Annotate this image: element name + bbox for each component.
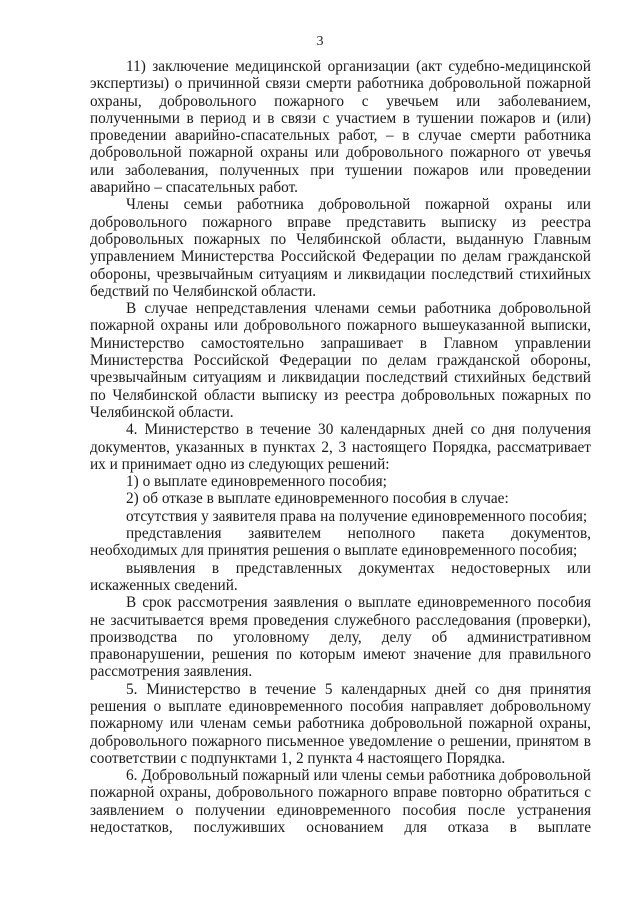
- paragraph-refusal-reason-3: выявления в представленных документах недостоверных или искаженных сведений.: [90, 559, 591, 594]
- paragraph-refusal-reason-2: представления заявителем неполного пакета документов, необходимых для принятия решения о выплате единовременного пособия;: [90, 525, 591, 560]
- paragraph-non-submission: В случае непредставления членами семьи работника добровольной пожарной охраны или добровольного пожарного вышеуказанной выписки, Министерство самостоятельно запрашивает в Главном управлении Министерства Российской Федерации по делам гражданской обороны, чрезвычайным ситуациям и ликвидации последствий стихийных бедствий по Челябинской области выписку из реестра добровольных пожарных по Челябинской области.: [90, 300, 591, 421]
- paragraph-review-period: В срок рассмотрения заявления о выплате единовременного пособия не засчитывается время проведения служебного расследования (проверки), производства по уголовному делу, делу об административном правонарушении, решения по которым имеют значение для правильного рассмотрения заявления.: [90, 594, 591, 681]
- paragraph-decision-1: 1) о выплате единовременного пособия;: [126, 473, 387, 491]
- paragraph-refusal-reason-1: отсутствия у заявителя права на получение единовременного пособия;: [126, 507, 588, 525]
- paragraph-decision-2: 2) об отказе в выплате единовременного пособия в случае:: [126, 490, 509, 508]
- paragraph-clause-4: 4. Министерство в течение 30 календарных дней со дня получения документов, указанных в пунктах 2, 3 настоящего Порядка, рассматривает их и принимает одно из следующих решений:: [90, 421, 591, 473]
- paragraph-family-extract: Члены семьи работника добровольной пожарной охраны или добровольного пожарного вправе представить выписку из реестра добровольных пожарных по Челябинской области, выданную Главным управлением Министерства Российской Федерации по делам гражданской обороны, чрезвычайным ситуациям и ликвидации последствий стихийных бедствий по Челябинской области.: [90, 196, 591, 300]
- page-number: 3: [316, 34, 324, 49]
- document-body: [90, 58, 591, 836]
- paragraph-clause-5: 5. Министерство в течение 5 календарных дней со дня принятия решения о выплате единовременного пособия направляет добровольному пожарному или членам семьи работника добровольной пожарной охраны, добровольного пожарного письменное уведомление о решении, принятом в соответствии с подпунктами 1, 2 пункта 4 настоящего Порядка.: [90, 680, 591, 767]
- paragraph-item-11: 11) заключение медицинской организации (акт судебно-медицинской экспертизы) о причинной связи смерти работника добровольной пожарной охраны, добровольного пожарного с увечьем или заболеванием, полученными в период и в связи с участием в тушении пожаров и (или) проведении аварийно-спасательных работ, – в случае смерти работника добровольной пожарной охраны или добровольного пожарного от увечья или заболевания, полученных при тушении пожаров или проведении аварийно – спасательных работ.: [90, 58, 591, 197]
- paragraph-clause-6: 6. Добровольный пожарный или члены семьи работника добровольной пожарной охраны, добровольного пожарного вправе повторно обратиться с заявлением о получении единовременного пособия после устранения недостатков, послуживших основанием для отказа в выплате: [90, 767, 591, 837]
